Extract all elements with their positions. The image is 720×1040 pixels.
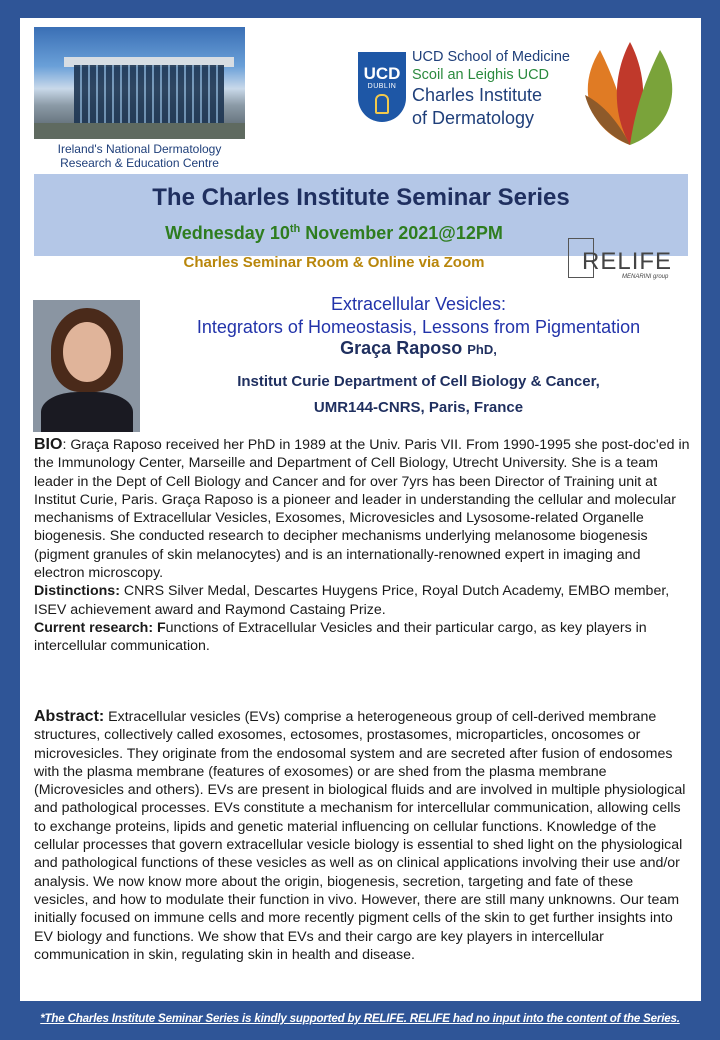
bio-text: : Graça Raposo received her PhD in 1989 at the Univ. Paris VII. From 1990-1995 she post-doc'ed in the Immunology Center, Marseille and Department of Cell Biology, Utrecht University. She is a team leader in the Dept of Cell Biology and Cancer and for over 7yrs has been Director of Training unit at Institut Curie, Paris. Graça Raposo is a pioneer and leader in understanding the cellular and molecular mechanisms of Extracellular Vesicles, Exosomes, Microvesicles and Lysosome-related Organelle biogenesis. She conducted research to decipher mechanisms underlying melanosome biogenesis (pigment granules of skin melanocytes) and is an internationally-renowned expert in imaging and electron microscopy.: [34, 437, 690, 582]
building-caption: [34, 142, 245, 170]
talk-abstract: [34, 708, 690, 964]
ucd-line: UCD School of Medicine: [412, 49, 570, 65]
speaker-affiliation: UMR144-CNRS, Paris, France: [313, 399, 524, 416]
caption-line: Research & Education Centre: [60, 156, 219, 170]
abstract-label: Abstract:: [34, 708, 105, 725]
talk-title-line: Integrators of Homeostasis, Lessons from Pigmentation: [196, 317, 641, 337]
ucd-line: of Dermatology: [412, 108, 535, 128]
relife-logo: [568, 238, 678, 283]
seminar-venue: Charles Seminar Room & Online via Zoom: [183, 254, 485, 271]
crest-text: UCD: [363, 64, 401, 83]
date-day: Wednesday 10: [165, 223, 290, 243]
talk-title-line: Extracellular Vesicles:: [330, 294, 507, 314]
research-label: Current research: F: [34, 619, 166, 636]
speaker-degree: PhD,: [467, 342, 497, 357]
abstract-text: Extracellular vesicles (EVs) comprise a heterogeneous group of cell-derived membrane structures, collectively called exosomes, ectosomes, prostasomes, microparticles, oncosomes or microvesicles. They originate from the endosomal system and are secreted after fusion of endosomes with the plasma membrane (features of exosomes) or are shed from the plasma membrane (Microvesicles and others). EVs are present in biological fluids and are involved in multiple physiological and pathological processes. EVs constitute a mechanism for intercellular communication, allowing cells to exchange proteins, lipids and genetic material influencing on cellular functions. Knowledge of the cellular processes that govern extracellular vesicle biology is essential to shed light on the physiological and pathological functions of these vesicles as well as on clinical applications involving their use and/or analysis. We now know more about the origin, biogenesis, secretion, targeting and fate of these vesicles, and how to modulate their function in vivo. However, there are still many unknowns. Our team initially focused on immune cells and more recently pigment cells of the skin to get further insights into EV biology and functions. We show that EVs and their cargo are key players in intercellular communication in skin, regulating skin in health and disease.: [34, 709, 686, 963]
seminar-series-title: The Charles Institute Seminar Series: [152, 184, 570, 211]
ucd-crest-logo: [358, 52, 406, 122]
building-photo: [34, 27, 245, 139]
date-suffix: th: [289, 223, 301, 235]
caption-line: Ireland's National Dermatology: [57, 142, 222, 156]
leaves-logo-icon: [570, 40, 690, 150]
speaker-name: [146, 338, 691, 359]
poster-panel: [20, 18, 701, 1001]
seminar-date: [34, 223, 634, 244]
relife-subtext: MENARINI group: [622, 274, 669, 280]
distinctions-text: CNRS Silver Medal, Descartes Huygens Price, Royal Dutch Academy, EMBO member, ISEV achievement award and Raymond Castaing Prize.: [34, 583, 670, 618]
research-text: unctions of Extracellular Vesicles and their particular cargo, as key players in intercellular communication.: [34, 619, 647, 655]
crest-subtext: DUBLIN: [367, 83, 397, 90]
speaker-name-text: Graça Raposo: [340, 338, 463, 358]
speaker-affiliation: Institut Curie Department of Cell Biology & Cancer,: [237, 373, 600, 390]
ucd-line: Charles Institute: [412, 85, 543, 105]
bio-label: BIO: [34, 436, 63, 453]
speaker-bio: [34, 436, 690, 656]
speaker-photo: [33, 300, 140, 432]
sponsor-disclaimer: *The Charles Institute Seminar Series is kindly supported by RELIFE. RELIFE had no input into the content of the Series.: [40, 1012, 680, 1025]
relife-wordmark: RELIFE: [582, 248, 673, 275]
date-rest: November 2021@12PM: [300, 223, 503, 243]
harp-icon: [375, 94, 389, 114]
distinctions-label: Distinctions:: [34, 583, 120, 600]
ucd-line-irish: Scoil an Leighis UCD: [412, 67, 550, 83]
